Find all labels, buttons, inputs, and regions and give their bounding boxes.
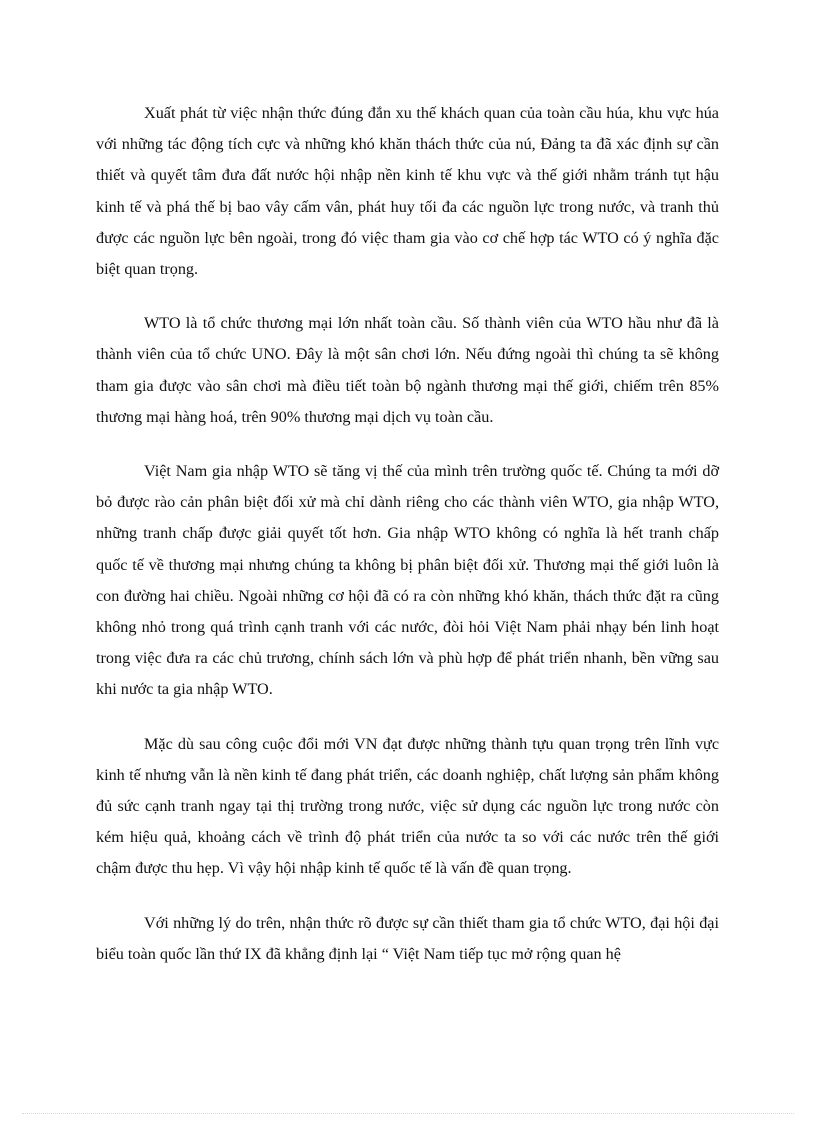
paragraph-congress-statement: Với những lý do trên, nhận thức rõ được sự cần thiết tham gia tổ chức WTO, đại hội đại biểu toàn quốc lần thứ IX đã khẳng định lại “ Việt Nam tiếp tục mở rộng quan hệ (96, 913, 719, 963)
page-bottom-divider (22, 1113, 794, 1114)
document-body (96, 98, 719, 970)
paragraph-economic-challenges: Mặc dù sau công cuộc đổi mới VN đạt được những thành tựu quan trọng trên lĩnh vực kinh tế nhưng vẫn là nền kinh tế đang phát triển, các doanh nghiệp, chất lượng sản phẩm không đủ sức cạnh tranh ngay tại thị trường trong nước, việc sử dụng các nguồn lực trong nước còn kém hiệu quả, khoảng cách về trình độ phát triển của nước ta so với các nước trên thế giới chậm được thu hẹp. Vì vậy hội nhập kinh tế quốc tế là vấn đề quan trọng. (96, 734, 719, 878)
paragraph-globalization-context: Xuất phát từ việc nhận thức đúng đắn xu thế khách quan của toàn cầu húa, khu vực húa với những tác động tích cực và những khó khăn thách thức của nú, Đảng ta đã xác định sự cần thiết và quyết tâm đưa đất nước hội nhập nền kinh tế khu vực và thế giới nhằm tránh tụt hậu kinh tế và phá thế bị bao vây cấm vân, phát huy tối đa các nguồn lực trong nước, và tranh thủ được các nguồn lực bên ngoài, trong đó việc tham gia vào cơ chế hợp tác WTO có ý nghĩa đặc biệt quan trọng. (96, 104, 719, 279)
paragraph-vietnam-accession: Việt Nam gia nhập WTO sẽ tăng vị thế của mình trên trường quốc tế. Chúng ta mới dỡ bỏ được rào cản phân biệt đối xử mà chỉ dành riêng cho các thành viên WTO, gia nhập WTO, những tranh chấp được giải quyết tốt hơn. Gia nhập WTO không có nghĩa là hết tranh chấp quốc tế về thương mại nhưng chúng ta không bị phân biệt đối xử. Thương mại thế giới luôn là con đường hai chiều. Ngoài những cơ hội đã có ra còn những khó khăn, thách thức đặt ra cũng không nhỏ trong quá trình cạnh tranh với các nước, đòi hỏi Việt Nam phải nhạy bén linh hoạt trong việc đưa ra các chủ trương, chính sách lớn và phù hợp để phát triển nhanh, bền vững sau khi nước ta gia nhập WTO. (96, 462, 719, 699)
paragraph-wto-overview: WTO là tổ chức thương mại lớn nhất toàn cầu. Số thành viên của WTO hầu như đã là thành viên của tổ chức UNO. Đây là một sân chơi lớn. Nếu đứng ngoài thì chúng ta sẽ không tham gia được vào sân chơi mà điều tiết toàn bộ ngành thương mại thế giới, chiếm trên 85% thương mại hàng hoá, trên 90% thương mại dịch vụ toàn cầu. (96, 314, 719, 426)
